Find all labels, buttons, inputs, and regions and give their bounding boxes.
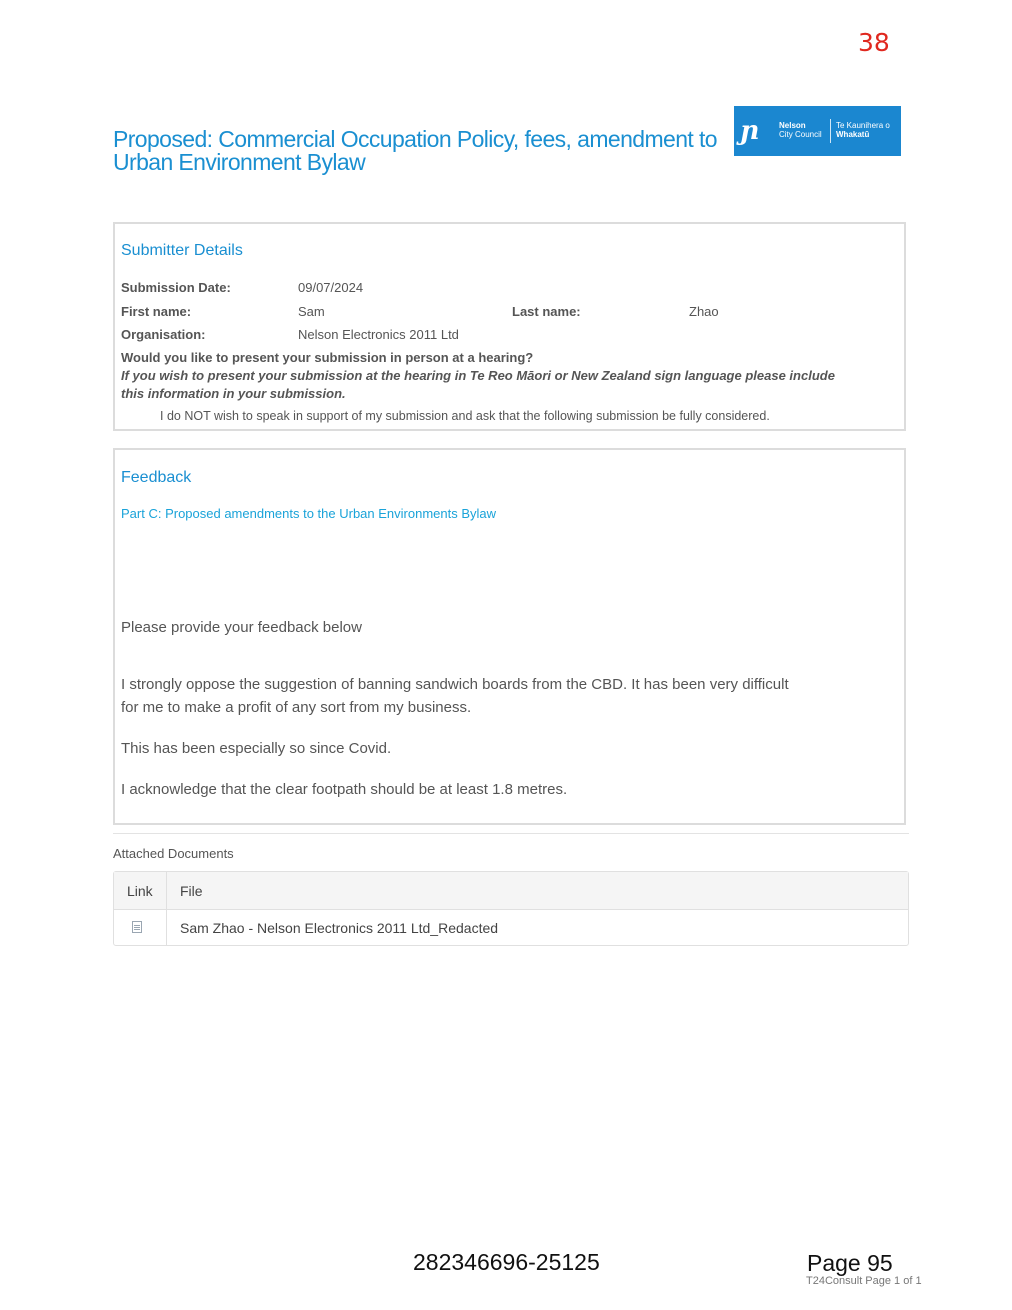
hearing-note-line2: this information in your submission. xyxy=(121,386,346,401)
column-header-link: Link xyxy=(127,883,153,899)
feedback-paragraph-1-line2: for me to make a profit of any sort from my business. xyxy=(121,699,472,716)
first-name-label: First name: xyxy=(121,304,192,319)
feedback-heading: Feedback xyxy=(121,469,192,486)
document-id: 282346696-25125 xyxy=(413,1249,600,1275)
hearing-answer: I do NOT wish to speak in support of my submission and ask that the following submission be fully considered. xyxy=(160,409,770,423)
column-header-file: File xyxy=(180,883,203,899)
page-label: Page 95 xyxy=(807,1250,893,1276)
attachment-file-name: Sam Zhao - Nelson Electronics 2011 Ltd_Redacted xyxy=(180,920,499,936)
table-header-row xyxy=(114,872,908,910)
logo-name-line1: Nelson xyxy=(779,121,806,130)
council-logo xyxy=(734,106,901,156)
feedback-paragraph-3: I acknowledge that the clear footpath should be at least 1.8 metres. xyxy=(121,781,568,798)
submitter-details-heading: Submitter Details xyxy=(121,242,243,259)
feedback-section xyxy=(113,448,906,825)
logo-maori-line1: Te Kaunihera o xyxy=(836,121,890,130)
attachments-divider xyxy=(113,833,909,834)
logo-name-line2: City Council xyxy=(779,130,822,139)
organisation-value: Nelson Electronics 2011 Ltd xyxy=(298,327,459,342)
column-divider xyxy=(166,872,167,945)
feedback-paragraph-2: This has been especially so since Covid. xyxy=(121,740,392,757)
nelson-council-logo-icon: ɲ xyxy=(740,116,756,146)
page-title-line1: Proposed: Commercial Occupation Policy, fees, amendment to xyxy=(113,126,717,152)
submitter-details-section xyxy=(113,222,906,431)
feedback-prompt: Please provide your feedback below xyxy=(121,619,362,636)
submission-date-value: 09/07/2024 xyxy=(298,280,364,295)
submission-date-label: Submission Date: xyxy=(121,280,231,295)
attachments-table xyxy=(113,871,909,946)
last-name-label: Last name: xyxy=(512,304,581,319)
logo-maori-line2: Whakatū xyxy=(836,130,870,139)
organisation-label: Organisation: xyxy=(121,327,206,342)
first-name-value: Sam xyxy=(298,304,325,319)
page-number: 38 xyxy=(858,28,890,57)
feedback-part-label: Part C: Proposed amendments to the Urban Environments Bylaw xyxy=(121,506,497,521)
footer-page-info: T24Consult Page 1 of 1 xyxy=(806,1275,922,1287)
document-icon[interactable] xyxy=(132,921,142,933)
page-title xyxy=(113,128,733,174)
feedback-paragraph-1-line1: I strongly oppose the suggestion of banning sandwich boards from the CBD. It has been very difficult xyxy=(121,676,789,693)
attached-documents-heading: Attached Documents xyxy=(113,846,234,861)
hearing-question: Would you like to present your submission in person at a hearing? xyxy=(121,350,534,365)
logo-divider xyxy=(830,119,831,143)
page-title-line2: Urban Environment Bylaw xyxy=(113,149,366,175)
hearing-note-line1: If you wish to present your submission at the hearing in Te Reo Māori or New Zealand sign language please include xyxy=(121,368,835,383)
last-name-value: Zhao xyxy=(689,304,719,319)
